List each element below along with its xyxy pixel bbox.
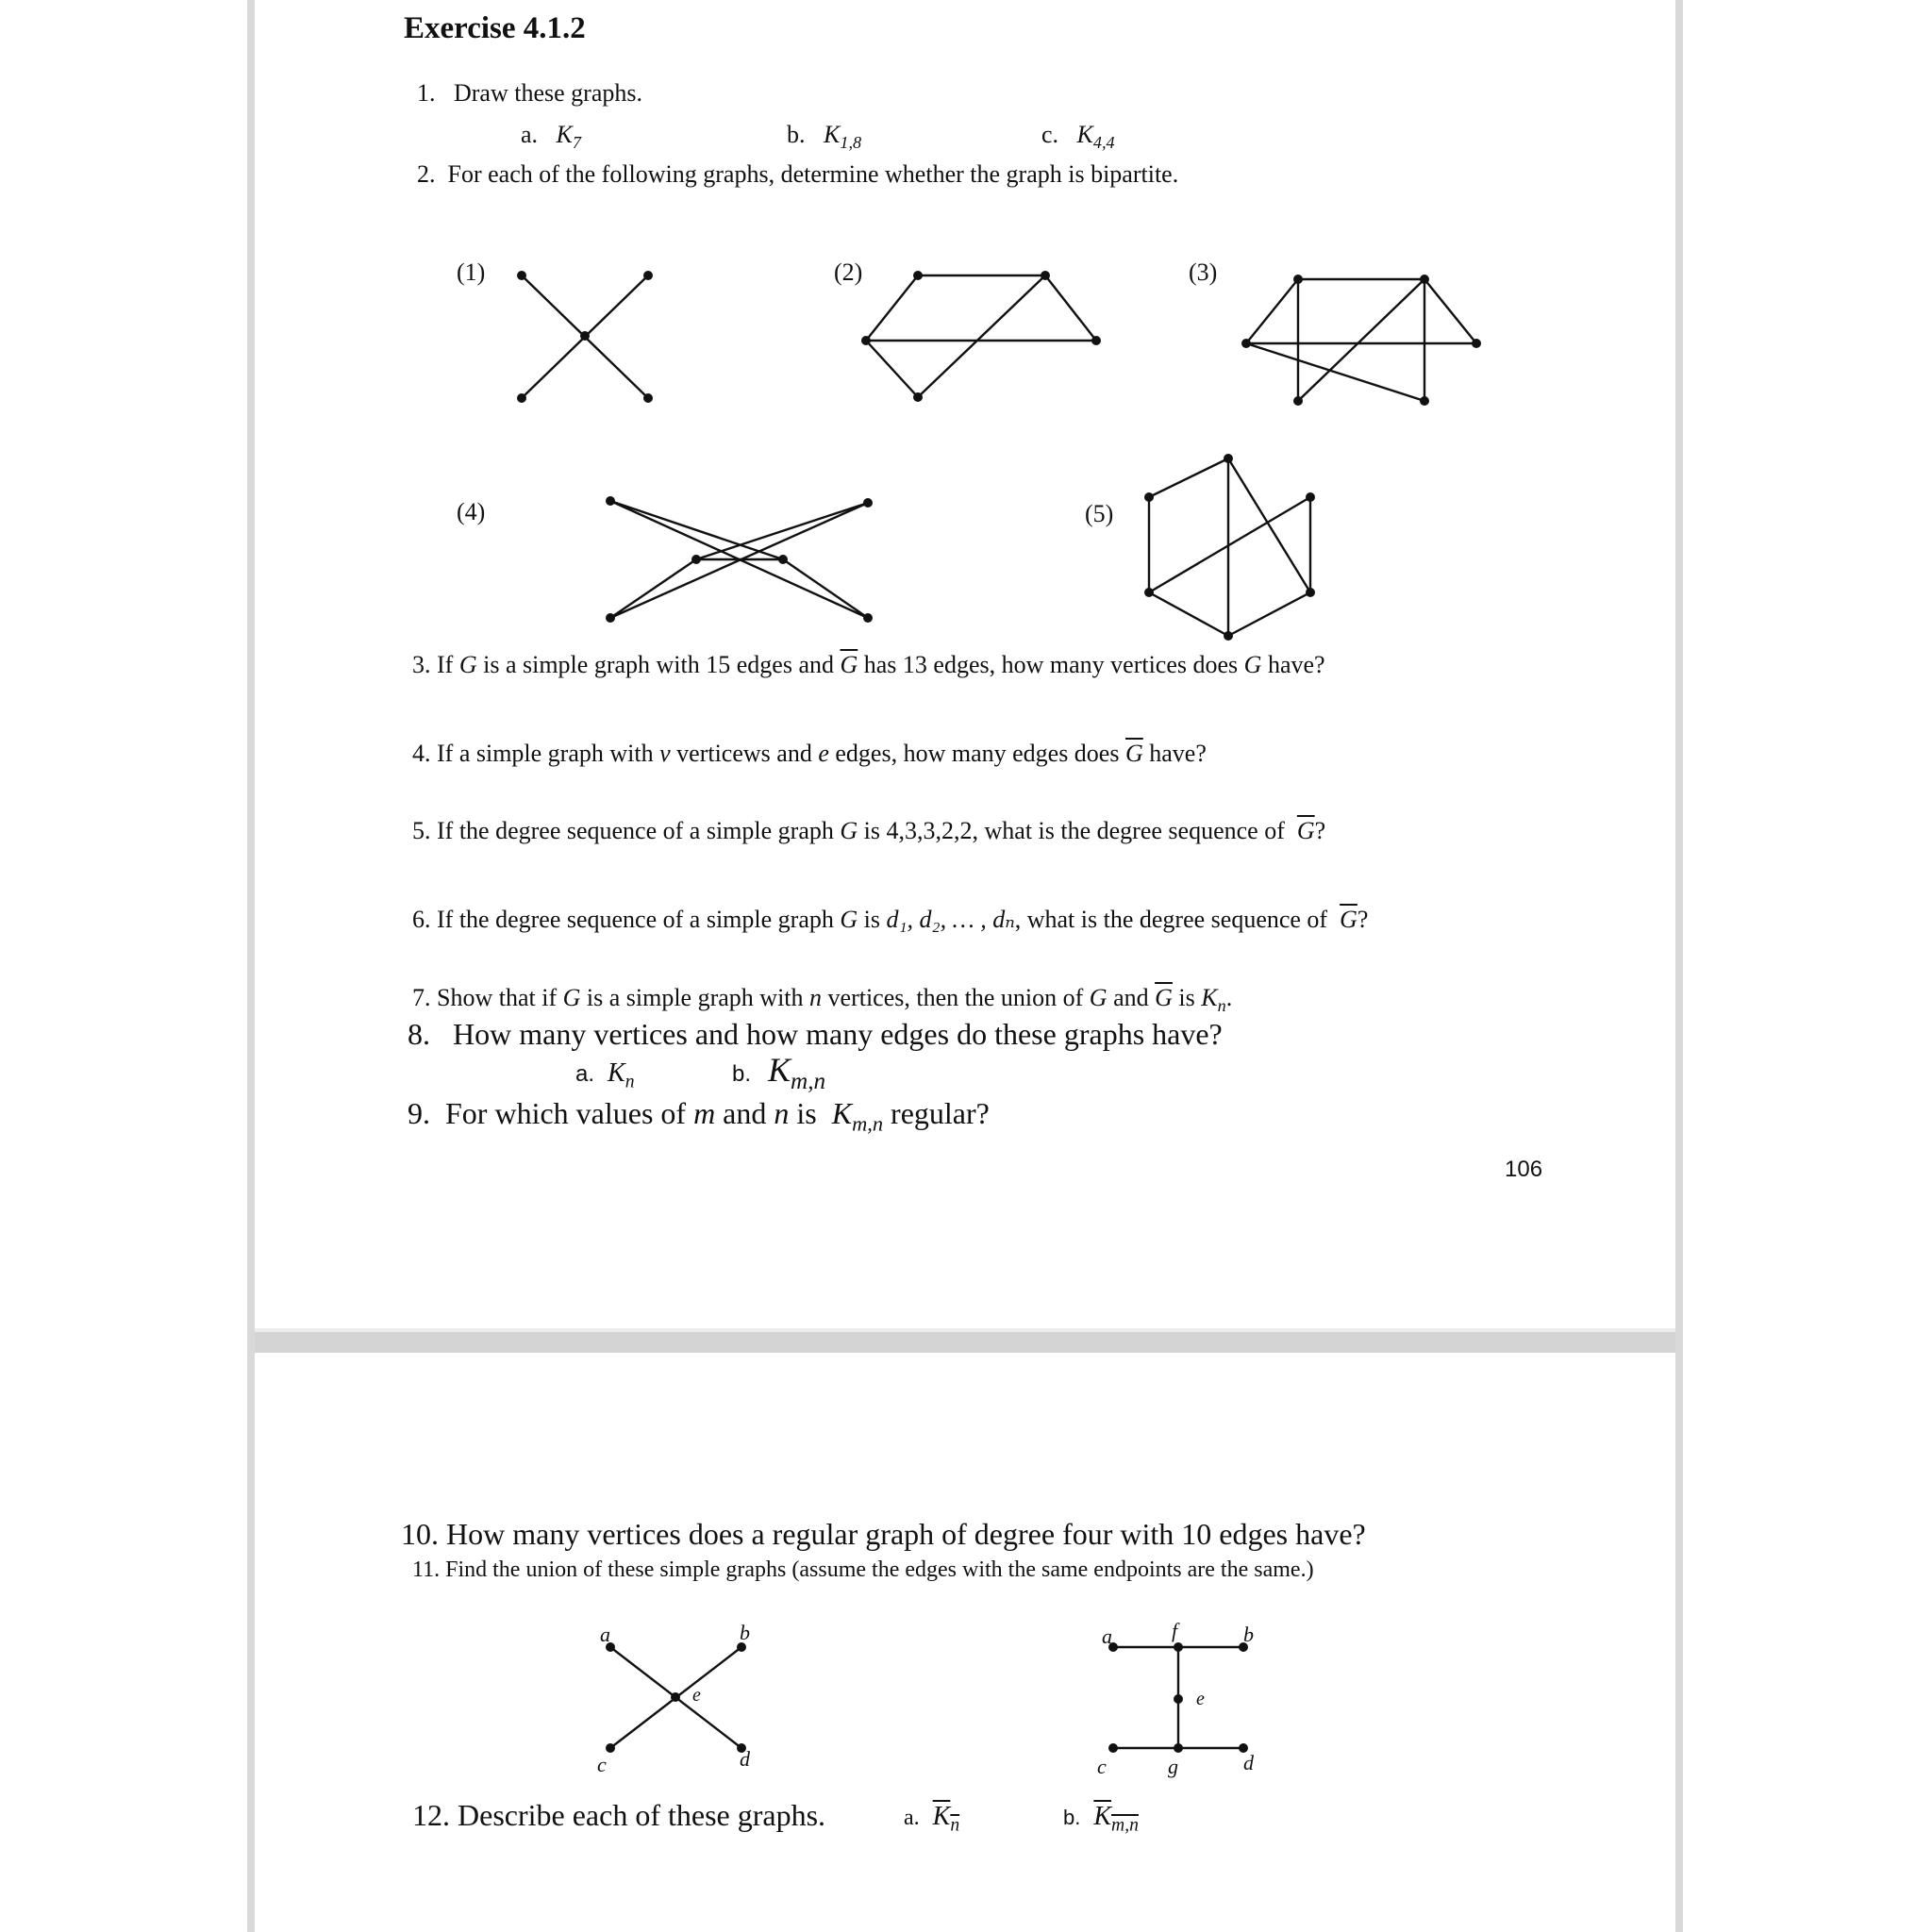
q8-option-b: b. $K_{m,n}$ (732, 1051, 826, 1095)
union-graph-a-label-e: e (692, 1685, 701, 1706)
union-graph-a-label-c: c (597, 1753, 607, 1776)
graph-label-5: (5) (1085, 500, 1114, 527)
exercise-title: Exercise 4.1.2 (404, 11, 586, 45)
union-graph-a-label-a: a (600, 1623, 610, 1646)
graph-5 (1144, 454, 1315, 641)
union-graph-a (606, 1642, 746, 1753)
union-graph-a-label-b: b (740, 1621, 750, 1644)
union-graph-b-label-c: c (1097, 1755, 1107, 1778)
graph-4 (606, 496, 873, 623)
union-graph-b-label-a: a (1102, 1624, 1112, 1648)
question-4: 4. If a simple graph with v verticews and e edges, how many edges does $\overline{G}$ have? (412, 740, 1207, 767)
question-12: 12. Describe each of these graphs. (412, 1798, 826, 1832)
question-10: 10. How many vertices does a regular graph of degree four with 10 edges have? (401, 1517, 1366, 1551)
union-graph-b-label-g: g (1168, 1755, 1178, 1778)
union-graph-b-label-f: f (1172, 1619, 1178, 1642)
graph-2 (861, 271, 1101, 402)
question-8: 8. How many vertices and how many edges do these graphs have? (408, 1017, 1223, 1051)
graph-1 (517, 271, 653, 403)
graph-label-1: (1) (457, 258, 486, 286)
page-number: 106 (1505, 1157, 1543, 1182)
q1-option-c: c. $K_{4,4}$ (1041, 121, 1115, 153)
question-1: 1. Draw these graphs. (417, 79, 642, 107)
question-6: 6. If the degree sequence of a simple graph G is d₁, d₂, … , dₙ, what is the degree sequence of $\overline{G}$? (412, 906, 1369, 933)
question-5: 5. If the degree sequence of a simple graph G is 4,3,3,2,2, what is the degree sequence of $\overline{G}$? (412, 817, 1326, 844)
graph-label-4: (4) (457, 498, 486, 525)
question-3: 3. If G is a simple graph with 15 edges and $\overline{G}$ has 13 edges, how many vertices does G have? (412, 651, 1325, 678)
union-graph-b-label-b: b (1243, 1623, 1254, 1646)
question-2: 2. For each of the following graphs, determine whether the graph is bipartite. (417, 160, 1179, 188)
graph-label-3: (3) (1189, 258, 1218, 286)
union-graph-b-label-e: e (1196, 1689, 1205, 1709)
graph-label-2: (2) (834, 258, 863, 286)
q12-option-a: a. $K_n$ (904, 1802, 960, 1836)
question-9: 9. For which values of m and n is $K_{m,n}$ regular? (408, 1096, 990, 1136)
union-graph-b (1108, 1642, 1248, 1753)
union-graph-b-label-d: d (1243, 1751, 1254, 1774)
q8-option-a: a. $K_n$ (575, 1058, 635, 1092)
q1-option-a: a. $K_7$ (521, 121, 581, 153)
question-11: 11. Find the union of these simple graphs (assume the edges with the same endpoints are the same.) (412, 1557, 1314, 1582)
q1-option-b: b. $K_{1,8}$ (787, 121, 862, 153)
union-graph-a-label-d: d (740, 1747, 750, 1771)
graph-3 (1241, 275, 1481, 406)
q12-option-b: b. $K_{m,n}$ (1063, 1802, 1139, 1836)
question-7: 7. Show that if G is a simple graph with n vertices, then the union of G and $\overline{G}$ is $K_n$. (412, 984, 1233, 1016)
